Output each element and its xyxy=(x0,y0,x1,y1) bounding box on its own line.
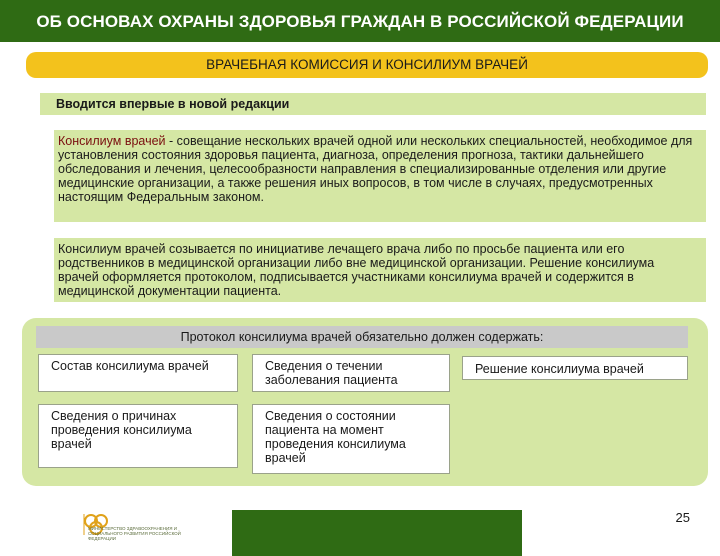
protocol-item-composition: Состав консилиума врачей xyxy=(38,354,238,392)
definition-term: Консилиум врачей xyxy=(58,134,166,148)
protocol-header: Протокол консилиума врачей обязательно должен содержать: xyxy=(36,326,688,348)
section-subtitle: ВРАЧЕБНАЯ КОМИССИЯ И КОНСИЛИУМ ВРАЧЕЙ xyxy=(26,52,708,78)
definition-block xyxy=(54,130,706,222)
page-title: ОБ ОСНОВАХ ОХРАНЫ ЗДОРОВЬЯ ГРАЖДАН В РОССИЙСКОЙ ФЕДЕРАЦИИ xyxy=(0,0,720,42)
protocol-item-disease-course: Сведения о течении заболевания пациента xyxy=(252,354,450,392)
convened-block: Консилиум врачей созывается по инициативе лечащего врача либо по просьбе пациента или его родственников в медицинской организации либо вне медицинской организации. Решение консилиума врачей оформляется протоколом, подписывается участниками консилиума врачей и содержится в медицинской документации пациента. xyxy=(54,238,706,302)
protocol-item-decision: Решение консилиума врачей xyxy=(462,356,688,380)
ministry-logo xyxy=(64,510,194,556)
page-number: 25 xyxy=(675,510,690,525)
logo-text: МИНИСТЕРСТВО ЗДРАВООХРАНЕНИЯ И СОЦИАЛЬНОГО РАЗВИТИЯ РОССИЙСКОЙ ФЕДЕРАЦИИ xyxy=(88,526,181,541)
protocol-item-patient-state: Сведения о состоянии пациента на момент проведения консилиума врачей xyxy=(252,404,450,474)
protocol-item-reasons: Сведения о причинах проведения консилиума врачей xyxy=(38,404,238,468)
footer-bar xyxy=(232,510,522,556)
intro-note: Вводится впервые в новой редакции xyxy=(40,93,706,115)
definition-text: - совещание нескольких врачей одной или нескольких специальностей, необходимое для установления состояния здоровья пациента, диагноза, определения прогноза, тактики дальнейшего обследования и лечения, целесообразности направления в специализированные отделения или другие медицинские организации, а также решения иных вопросов, в том числе в случаях, предусмотренных настоящим Федеральным законом. xyxy=(58,134,693,204)
